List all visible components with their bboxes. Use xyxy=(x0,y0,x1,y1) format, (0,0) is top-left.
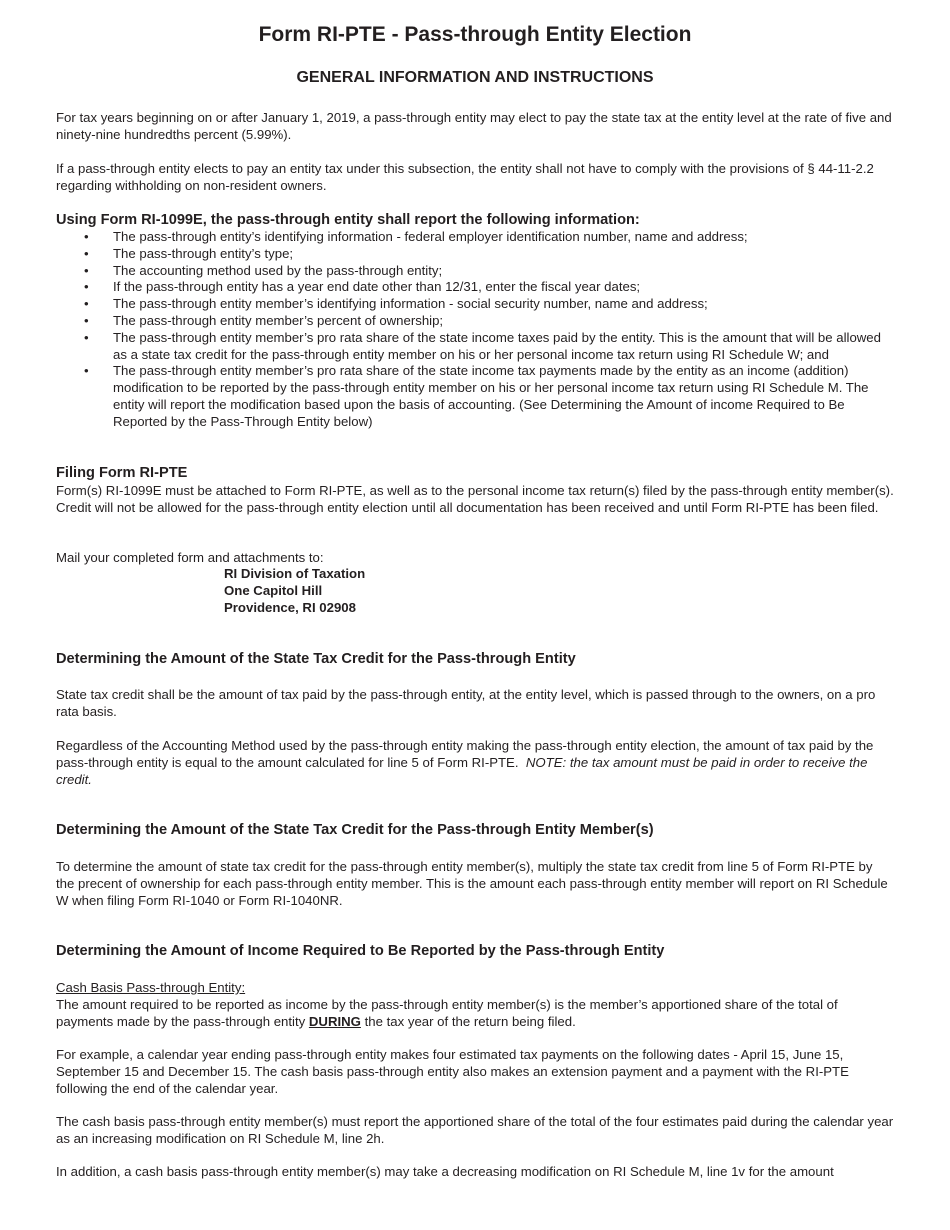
filing-heading: Filing Form RI-PTE xyxy=(56,465,188,481)
report-heading: Using Form RI-1099E, the pass-through entity shall report the following information: xyxy=(56,212,640,228)
bullet-icon: • xyxy=(84,312,89,328)
credit-entity-method-paragraph: Regardless of the Accounting Method used by the pass-through entity making the pass-through entity election, the amount of tax paid by the pass-through entity is equal to the amount calculated for line 5 of Form RI-PTE. NOTE: the tax amount must be paid in order to receive the credit. xyxy=(56,738,878,787)
bullet-icon: • xyxy=(84,296,89,312)
decreasing-modification-paragraph: In addition, a cash basis pass-through entity member(s) may take a decreasing modification on RI Schedule M, line 1v for the amount xyxy=(56,1164,834,1179)
credit-member-paragraph: To determine the amount of state tax credit for the pass-through entity member(s), multiply the state tax credit from line 5 of Form RI-PTE by the precent of ownership for each pass-through entity member. This is the amount each pass-through entity member will report on RI Schedule W when filing Form RI-1040 or Form RI-1040NR. xyxy=(56,859,888,908)
intro-paragraph-withholding: If a pass-through entity elects to pay an entity tax under this subsection, the entity shall not have to comply with the provisions of § 44-11-2.2 regarding withholding on non-resident owners. xyxy=(56,161,874,193)
list-item: • The pass-through entity member’s identifying information - social security number, name and address; xyxy=(84,296,708,312)
during-emphasis: DURING xyxy=(308,1013,361,1029)
page-subtitle: GENERAL INFORMATION AND INSTRUCTIONS xyxy=(296,69,654,86)
address-line: RI Division of Taxation xyxy=(224,566,366,581)
cash-basis-paragraph: The amount required to be reported as income by the pass-through entity member(s) is the member’s apportioned share of the total of payments made by the pass-through entity DURING the tax year of the return being filed. xyxy=(56,997,838,1029)
address-line: Providence, RI 02908 xyxy=(224,600,356,615)
filing-paragraph: Form(s) RI-1099E must be attached to Form RI-PTE, as well as to the personal income tax return(s) filed by the pass-through entity member(s). Credit will not be allowed for the pass-through entity election until all documentation has been received and until Form RI-PTE has been filed. xyxy=(56,483,894,515)
list-item: • The pass-through entity member’s pro rata share of the state income taxes paid by the entity. This is the amount that will be allowed as a state tax credit for the pass-through entity member on his or her personal income tax return using RI Schedule W; and xyxy=(84,329,881,362)
cash-basis-label: Cash Basis Pass-through Entity: xyxy=(56,980,246,995)
address-line: One Capitol Hill xyxy=(224,583,323,598)
bullet-icon: • xyxy=(84,363,89,379)
intro-paragraph-rate: For tax years beginning on or after January 1, 2019, a pass-through entity may elect to pay the state tax at the entity level at the rate of five and ninety-nine hundredths percent (5.99%). xyxy=(56,110,892,142)
list-item: • The accounting method used by the pass-through entity; xyxy=(84,262,443,278)
bullet-icon: • xyxy=(84,329,89,345)
example-paragraph: For example, a calendar year ending pass-through entity makes four estimated tax payments on the following dates - April 15, June 15, September 15 and December 15. The cash basis pass-through entity also makes an extension payment and a payment with the RI-PTE following the end of the calendar year. xyxy=(56,1047,849,1096)
list-item: • The pass-through entity member’s pro rata share of the state income tax payments made by the entity as an income (addition) modification to be reported by the pass-through entity member on his or her personal income tax return using RI Schedule M. The entity will report the modification based upon the basis of accounting. (See Determining the Amount of income Required to Be Reported by the Pass-Through Entity below) xyxy=(84,363,869,429)
list-item: • The pass-through entity member’s percent of ownership; xyxy=(84,312,444,328)
note-text: NOTE: the tax amount must be paid in order to receive the credit. xyxy=(56,754,868,787)
credit-entity-heading: Determining the Amount of the State Tax Credit for the Pass-through Entity xyxy=(56,651,576,667)
bullet-icon: • xyxy=(84,279,89,295)
bullet-icon: • xyxy=(84,245,89,261)
bullet-icon: • xyxy=(84,229,89,244)
bullet-icon: • xyxy=(84,262,89,278)
credit-entity-paragraph: State tax credit shall be the amount of tax paid by the pass-through entity, at the entity level, which is passed through to the owners, on a pro rata basis. xyxy=(56,687,876,719)
mail-label: Mail your completed form and attachments to: xyxy=(56,550,324,565)
report-items-list xyxy=(56,229,894,431)
income-heading: Determining the Amount of Income Required to Be Reported by the Pass-through Entity xyxy=(56,943,665,959)
list-item: • The pass-through entity’s type; xyxy=(84,245,294,261)
page-title: Form RI-PTE - Pass-through Entity Election xyxy=(258,23,692,46)
credit-member-heading: Determining the Amount of the State Tax Credit for the Pass-through Entity Member(s) xyxy=(56,822,654,838)
member-report-paragraph: The cash basis pass-through entity member(s) must report the apportioned share of the total of the four estimates paid during the calendar year as an increasing modification on RI Schedule M, line 2h. xyxy=(56,1114,894,1146)
list-item: • If the pass-through entity has a year end date other than 12/31, enter the fiscal year dates; xyxy=(84,279,641,295)
list-item: • The pass-through entity’s identifying information - federal employer identification number, name and address; xyxy=(84,229,748,244)
